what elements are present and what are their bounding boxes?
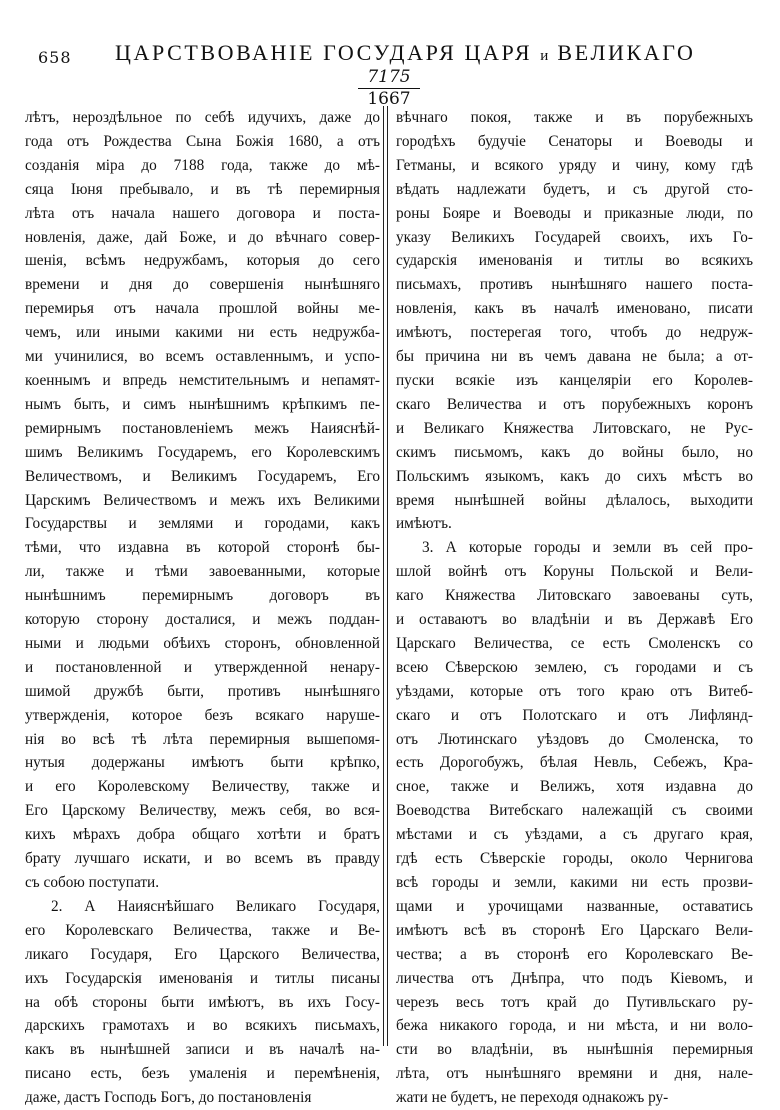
text-line: даже, дастъ Господь Богъ, до постановленія — [25, 1089, 312, 1107]
page-header — [0, 0, 780, 109]
text-line: лѣтъ, нероздѣльное по себѣ идучихъ, даже до — [25, 109, 380, 126]
text-line: Царскаго Величества, се есть Смоленскъ со — [396, 634, 753, 652]
text-line: и его Королевскому Величеству, также и — [25, 778, 380, 796]
text-line: Гетманы, и всякого уряду и чину, кому гдѣ — [396, 156, 753, 174]
text-line: имѣютъ всѣ въ сторонѣ Его Царскаго Вели- — [396, 921, 753, 939]
text-line: каго Княжества Литовскаго завоеваны суть, — [396, 587, 753, 605]
text-line: скаго Величества и отъ порубежныхъ коронъ — [396, 395, 753, 413]
text-line: года отъ Рождества Сына Божія 1680, а отъ — [25, 132, 380, 150]
right-text-column — [396, 106, 753, 1110]
text-line: которую сторону досталися, и межъ поддан- — [25, 611, 380, 629]
text-line: новленія, какъ въ началѣ именовано, писати — [396, 300, 753, 318]
text-line: роны Бояре и Воеводы и приказные люди, по — [396, 204, 753, 222]
text-line: утвержденія, которое безъ всякаго нарушe- — [25, 706, 380, 724]
text-line: кихъ мѣрахъ добра общаго хотѣти и братъ — [25, 826, 380, 844]
text-line: шимой дружбѣ быти, противъ нынѣшняго — [25, 682, 380, 700]
page-number: 658 — [38, 48, 72, 67]
text-line: нымъ быть, и симъ нынѣшнимъ крѣпкимъ пе- — [25, 395, 380, 413]
text-line: сное, также и Велижъ, хотя издавна до — [396, 778, 753, 796]
text-line: и Великаго Княжества Литовскаго, не Рус- — [396, 419, 753, 437]
text-line: ли, также и тѣми завоеванными, которые — [25, 563, 380, 581]
text-line: всею Сѣверскою землею, съ городами и съ — [396, 658, 753, 676]
text-line: нутыя додержаны имѣютъ быти крѣпко, — [25, 754, 380, 772]
text-line: нынѣшнимъ перемирнымъ договоръ въ — [25, 587, 380, 605]
text-line: время нынѣшней войны дѣлалось, выходити — [396, 491, 753, 509]
text-line: гдѣ есть Сѣверскіе городы, около Чернигова — [396, 850, 753, 868]
text-line: сяца Іюня пребывало, и въ тѣ перемирныя — [25, 180, 380, 198]
text-line: на обѣ стороны быти имѣютъ, въ ихъ Госу- — [25, 993, 380, 1011]
text-line: Царскимъ Величествомъ и межъ ихъ Великими — [25, 491, 380, 509]
text-line: есть Дорогобужъ, бѣлая Невль, Себежъ, Кра- — [396, 754, 753, 772]
text-line: 3. А которые городы и земли въ сей про- — [422, 539, 753, 557]
text-line: ми учинилися, во всемъ оставленнымъ, и успо- — [25, 348, 380, 366]
text-line: шимъ Великимъ Государемъ, его Королевскимъ — [25, 443, 380, 461]
text-line: имѣютъ. — [396, 515, 452, 533]
text-line: чемъ, или иными какими ни есть недружба- — [25, 324, 380, 342]
text-line: перемирья отъ начала прошлой войны ме- — [25, 300, 380, 318]
text-line: ликаго Государя, Его Царского Величества, — [25, 945, 380, 963]
text-line: сударскія именованія и титлы во всякихъ — [396, 252, 753, 270]
text-line: мѣстами и съ уѣздами, а съ другаго края, — [396, 826, 753, 844]
text-line: новленія, даже, дай Боже, и до вѣчнаго совер- — [25, 228, 380, 246]
text-line: тѣми, что издавна въ которой сторонѣ бы- — [25, 539, 380, 557]
text-line: и постановленной и утвержденной ненару- — [25, 658, 380, 676]
text-line: его Королевскаго Величества, также и Ве- — [25, 921, 380, 939]
text-line: черезъ весь тотъ край до Путивльскаго ру- — [396, 993, 753, 1011]
text-line: лѣта, отъ нынѣшняго времяни и дня, нале- — [396, 1065, 753, 1083]
text-line: отъ Лютинскаго уѣздовъ до Смоленска, то — [396, 730, 753, 748]
text-line: уѣздами, которые отъ того краю отъ Витеб- — [396, 682, 753, 700]
text-line: ремирнымъ постановленіемъ межъ Наияснѣй- — [25, 419, 380, 437]
text-line: городѣхъ будучіе Сенаторы и Воеводы и — [396, 132, 753, 150]
text-line: пуски всякіе изъ канцеляріи его Королев- — [396, 371, 753, 389]
text-line: Государствы и землями и городами, какъ — [25, 515, 380, 533]
text-line: ихъ Государскія именованія и титлы писаны — [25, 969, 380, 987]
text-line: сти во владѣніи, въ нынѣшнія перемирныя — [396, 1041, 753, 1059]
text-line: скаго и отъ Полотскаго и отъ Лифлянд- — [396, 706, 753, 724]
left-text-column — [25, 106, 380, 1110]
text-line: бы причина ни въ чемъ давана не была; а от- — [396, 348, 753, 366]
year-creation-era: 7175 — [358, 67, 420, 89]
text-line: вѣчнаго покоя, также и въ порубежныхъ — [396, 109, 753, 126]
text-line: жати не будетъ, не переходя однакожъ ру- — [396, 1089, 669, 1107]
text-line: чества; а въ сторонѣ его Королевскаго Ве- — [396, 945, 753, 963]
year-christian-era: 1667 — [367, 89, 411, 109]
text-line: шенія, всѣмъ недружбамъ, которыя до сего — [25, 252, 380, 270]
text-line: писано есть, безъ умаленія и перемѣненія, — [25, 1065, 380, 1083]
text-line: вѣдать надлежати будетъ, и съ другой сто- — [396, 180, 753, 198]
text-line: созданія міра до 7188 года, также до мѣ- — [25, 156, 380, 174]
year-marker — [358, 67, 420, 109]
text-line: времени и дня до совершенія нынѣшняго — [25, 276, 380, 294]
text-line: шлой войнѣ отъ Коруны Польской и Вели- — [396, 563, 753, 581]
text-line: 2. А Наияснѣйшаго Великаго Государя, — [51, 897, 380, 915]
running-title-end: ВЕЛИКАГО — [557, 40, 696, 65]
running-title-main: ЦАРСТВОВАНІЕ ГОСУДАРЯ ЦАРЯ — [115, 40, 533, 65]
text-line: съ собою поступати. — [25, 874, 160, 891]
text-line: щами и урочищами названные, оставатись — [396, 897, 753, 915]
text-line: Воеводства Витебскаго належащій съ своими — [396, 802, 753, 820]
text-line: Величествомъ, и Великимъ Государемъ, Его — [25, 467, 380, 485]
text-line: Его Царскому Величеству, межъ себя, во вся- — [25, 802, 380, 820]
text-line: скимъ письмомъ, какъ до войны было, но — [396, 443, 753, 461]
text-line: ными и людьми обѣихъ сторонъ, обновленной — [25, 634, 380, 652]
text-line: и оставаютъ во владѣніи и въ Державѣ Его — [396, 611, 753, 629]
text-line: имѣютъ, постерегая того, чтобъ до недруж- — [396, 324, 753, 342]
text-line: письмахъ, противъ нынѣшняго нашего поста- — [396, 276, 753, 294]
text-line: Польскимъ языкомъ, какъ до сихъ мѣстъ во — [396, 467, 753, 485]
running-title-conjunction: и — [540, 48, 550, 64]
text-line: дарскихъ грамотахъ и во всякихъ письмахъ, — [25, 1017, 380, 1035]
text-line: личества отъ Днѣпра, что подъ Кіевомъ, и — [396, 969, 753, 987]
column-divider — [383, 106, 388, 1046]
text-line: бежа никакого города, и ни мѣста, и ни воло- — [396, 1017, 753, 1035]
text-line: указу Великихъ Государей своихъ, ихъ Го- — [396, 228, 753, 246]
text-line: коеннымъ и впредь немстительнымъ и непамят- — [25, 371, 380, 389]
text-line: какъ въ нынѣшней записи и въ началѣ на- — [25, 1041, 380, 1059]
text-line: всѣ городы и земли, какими ни есть прозви- — [396, 874, 753, 891]
text-line: нія во всѣ тѣ лѣта перемирныя вышепомя- — [25, 730, 380, 748]
running-title — [115, 40, 695, 66]
text-line: брату лучшаго искати, и во всемъ въ правду — [25, 850, 380, 868]
text-line: лѣта отъ начала нашего договора и поста- — [25, 204, 380, 222]
